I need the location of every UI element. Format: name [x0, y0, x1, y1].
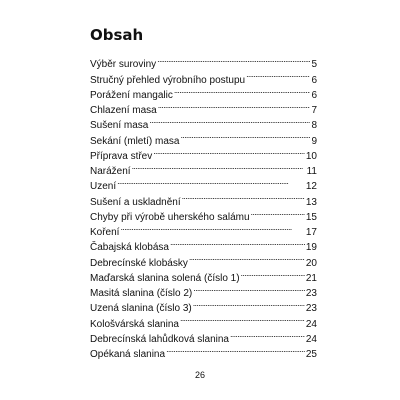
toc-entry-page: 5: [311, 59, 317, 71]
page-number: 26: [194, 370, 205, 380]
dot-leader: [166, 342, 305, 357]
dot-leader: [153, 144, 305, 159]
dot-leader: [230, 327, 305, 342]
toc-entry: [90, 220, 317, 238]
toc-entry-title: Opékaná slanina: [90, 349, 166, 360]
toc-entry: [90, 174, 317, 193]
toc-entry-page: 6: [311, 89, 317, 101]
toc-entry-page: 6: [311, 74, 317, 86]
toc-entry: [90, 189, 317, 208]
toc-entry-page: 23: [305, 303, 317, 315]
toc-entry-page: 8: [311, 120, 317, 132]
toc-entry-title: Chlazení masa: [90, 105, 157, 116]
toc-entry-title: Sušení masa: [90, 120, 149, 132]
toc-entry-title: Narážení: [90, 166, 131, 177]
dot-leader: [193, 281, 305, 296]
toc-entry-title: Uzení: [90, 181, 117, 193]
toc-entry-title: Koření: [90, 227, 120, 238]
dot-leader: [180, 128, 310, 143]
dot-leader: [170, 235, 305, 250]
toc-entry-page: 19: [305, 242, 317, 254]
dot-leader: [117, 174, 305, 189]
dot-leader: [251, 205, 305, 220]
toc-entry-title: Debrecínská lahůdková slanina: [90, 333, 229, 345]
toc-entry-title: Maďarská slanina solená (číslo 1): [90, 272, 240, 284]
toc-entry-page: 10: [305, 150, 317, 162]
toc-entry-title: Čabajská klobása: [90, 242, 169, 254]
toc-entry-page: 12: [305, 181, 317, 193]
dot-leader: [193, 296, 305, 311]
toc-entry-title: Sekání (mletí) masa: [90, 135, 180, 147]
toc-entry-title: Porážení mangalic: [90, 89, 173, 101]
dot-leader: [157, 52, 310, 67]
toc-entry-page: 15: [305, 211, 317, 223]
dot-leader: [132, 159, 306, 174]
toc-entry-page: 20: [305, 257, 317, 269]
dot-leader: [189, 250, 305, 265]
dot-leader: [158, 98, 311, 113]
toc-entry-page: 17: [305, 227, 317, 238]
toc-entry-page: 7: [311, 105, 317, 116]
dot-leader: [246, 67, 310, 82]
toc-entry-title: Chyby při výrobě uherského salámu: [90, 211, 250, 223]
toc-entry-page: 9: [311, 135, 317, 147]
toc-entry-title: Uzená slanina (číslo 3): [90, 303, 192, 315]
table-of-contents: [90, 52, 317, 360]
toc-entry-page: 24: [305, 318, 317, 330]
dot-leader: [180, 311, 305, 326]
toc-entry-title: Kološvárská slanina: [90, 318, 179, 330]
toc-entry-title: Masitá slanina (číslo 2): [90, 288, 193, 299]
dot-leader: [174, 83, 311, 98]
toc-entry-title: Sušení a uskladnění: [90, 196, 181, 208]
toc-entry-page: 25: [305, 349, 317, 360]
toc-entry-title: Příprava střev: [90, 150, 153, 162]
toc-entry-title: Výběr suroviny: [90, 59, 157, 71]
toc-entry: [90, 52, 317, 71]
dot-leader: [241, 266, 305, 281]
dot-leader: [149, 113, 310, 128]
toc-entry-title: Debrecínské klobásky: [90, 257, 188, 269]
dot-leader: [120, 220, 304, 235]
toc-entry-page: 11: [306, 166, 317, 177]
toc-entry-page: 23: [305, 288, 317, 299]
contents-heading: Obsah: [90, 26, 144, 44]
toc-entry-page: 13: [305, 196, 317, 208]
toc-entry-page: 24: [305, 333, 317, 345]
toc-entry-title: Stručný přehled výrobního postupu: [90, 74, 246, 86]
dot-leader: [182, 189, 305, 204]
toc-entry: [90, 235, 317, 254]
toc-entry-page: 21: [305, 272, 317, 284]
